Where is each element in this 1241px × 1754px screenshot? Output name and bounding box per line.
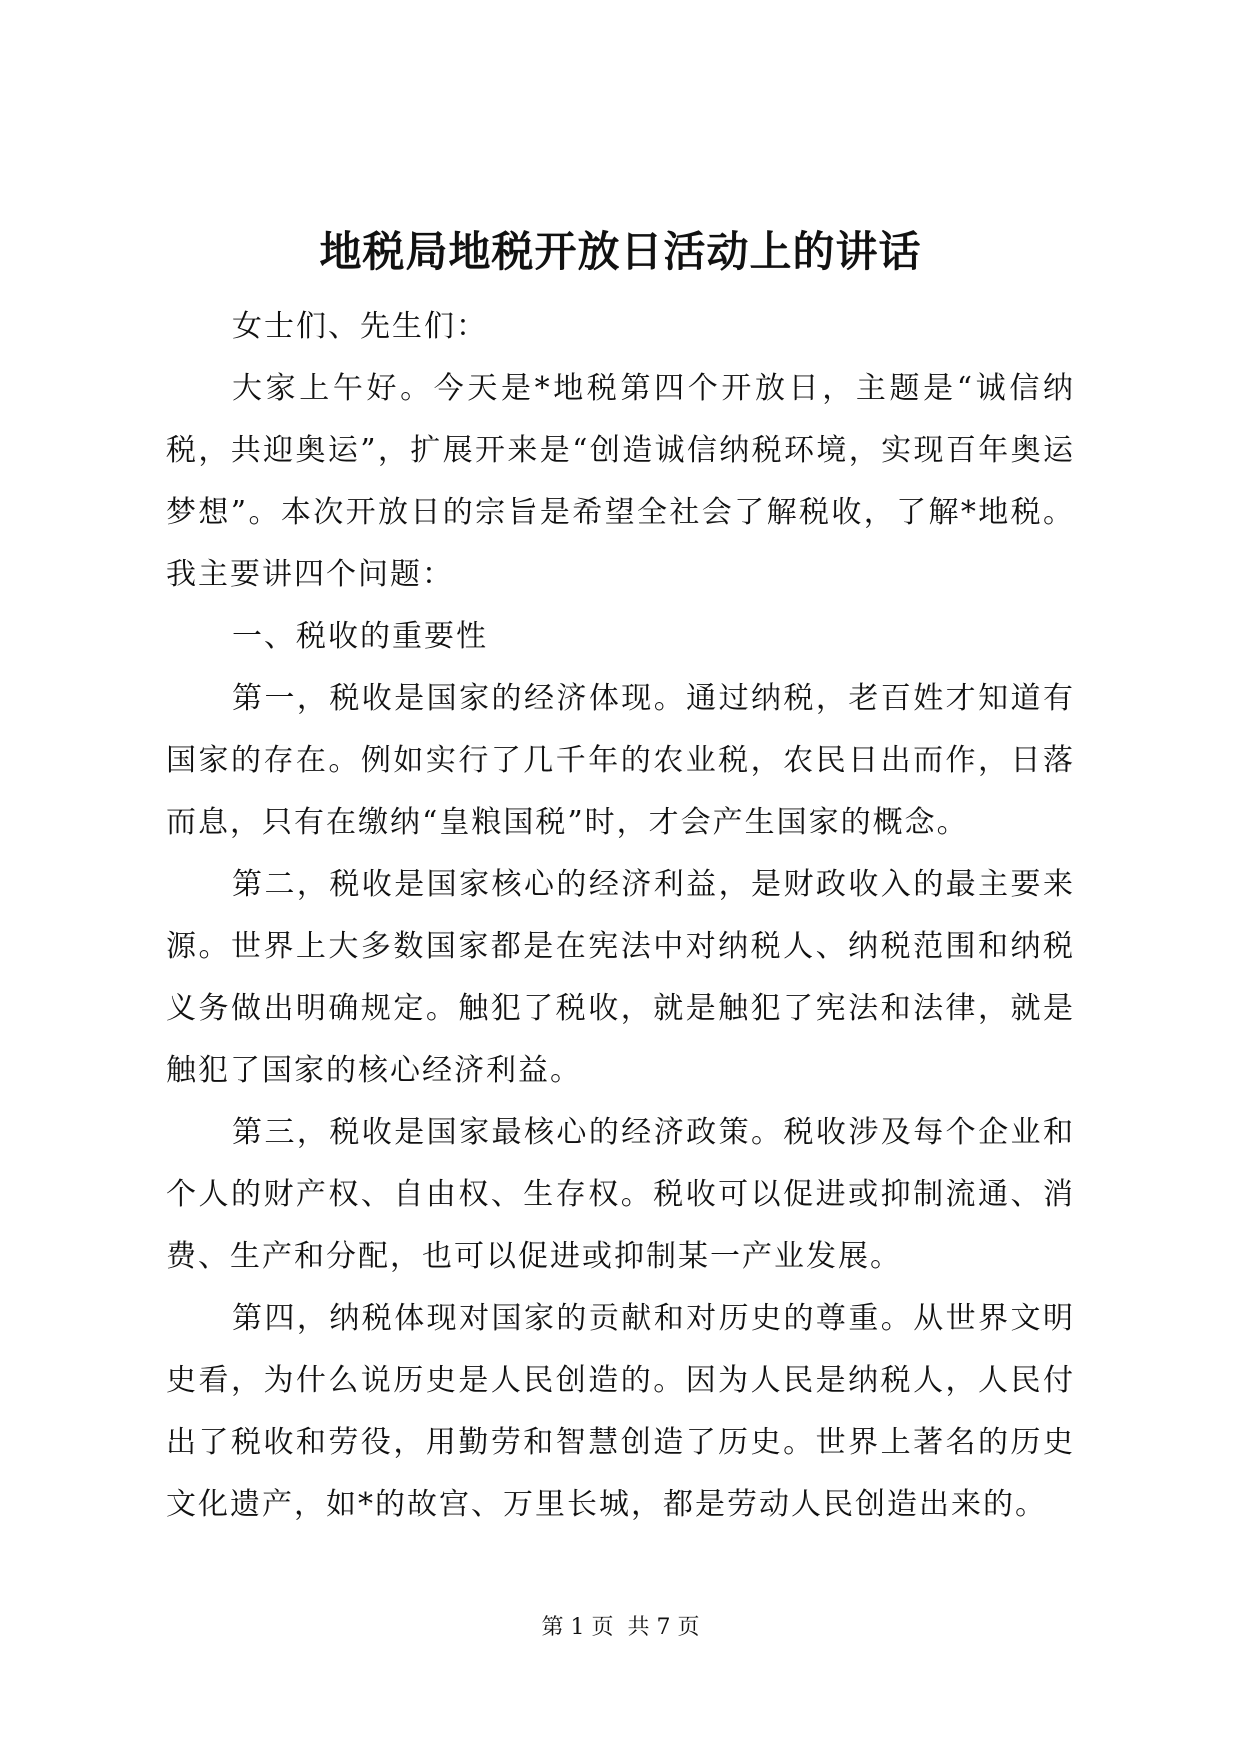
paragraph-point-1: 第一，税收是国家的经济体现。通过纳税，老百姓才知道有国家的存在。例如实行了几千年的农业税，农民日出而作，日落而息，只有在缴纳“皇粮国税”时，才会产生国家的概念。 bbox=[166, 681, 1075, 840]
paragraph-point-4: 第四，纳税体现对国家的贡献和对历史的尊重。从世界文明史看，为什么说历史是人民创造的。因为人民是纳税人，人民付出了税收和劳役，用勤劳和智慧创造了历史。世界上著名的历史文化遗产，如*的故宫、万里长城，都是劳动人民创造出来的。 bbox=[166, 1301, 1075, 1522]
paragraph-salutation: 女士们、先生们： bbox=[232, 309, 488, 344]
page-footer bbox=[0, 1613, 1241, 1643]
document-body bbox=[166, 296, 1075, 1536]
document-title: 地税局地税开放日活动上的讲话 bbox=[319, 227, 922, 276]
page-number: 第 1 页 共 7 页 bbox=[541, 1615, 700, 1640]
section-heading: 一、税收的重要性 bbox=[232, 619, 488, 654]
paragraph-point-3: 第三，税收是国家最核心的经济政策。税收涉及每个企业和个人的财产权、自由权、生存权。税收可以促进或抑制流通、消费、生产和分配，也可以促进或抑制某一产业发展。 bbox=[166, 1115, 1075, 1274]
paragraph-point-2: 第二，税收是国家核心的经济利益，是财政收入的最主要来源。世界上大多数国家都是在宪法中对纳税人、纳税范围和纳税义务做出明确规定。触犯了税收，就是触犯了宪法和法律，就是触犯了国家的核心经济利益。 bbox=[166, 867, 1075, 1088]
paragraph-intro: 大家上午好。今天是*地税第四个开放日，主题是“诚信纳税，共迎奥运”，扩展开来是“创造诚信纳税环境，实现百年奥运梦想”。本次开放日的宗旨是希望全社会了解税收，了解*地税。我主要讲四个问题： bbox=[166, 371, 1075, 592]
